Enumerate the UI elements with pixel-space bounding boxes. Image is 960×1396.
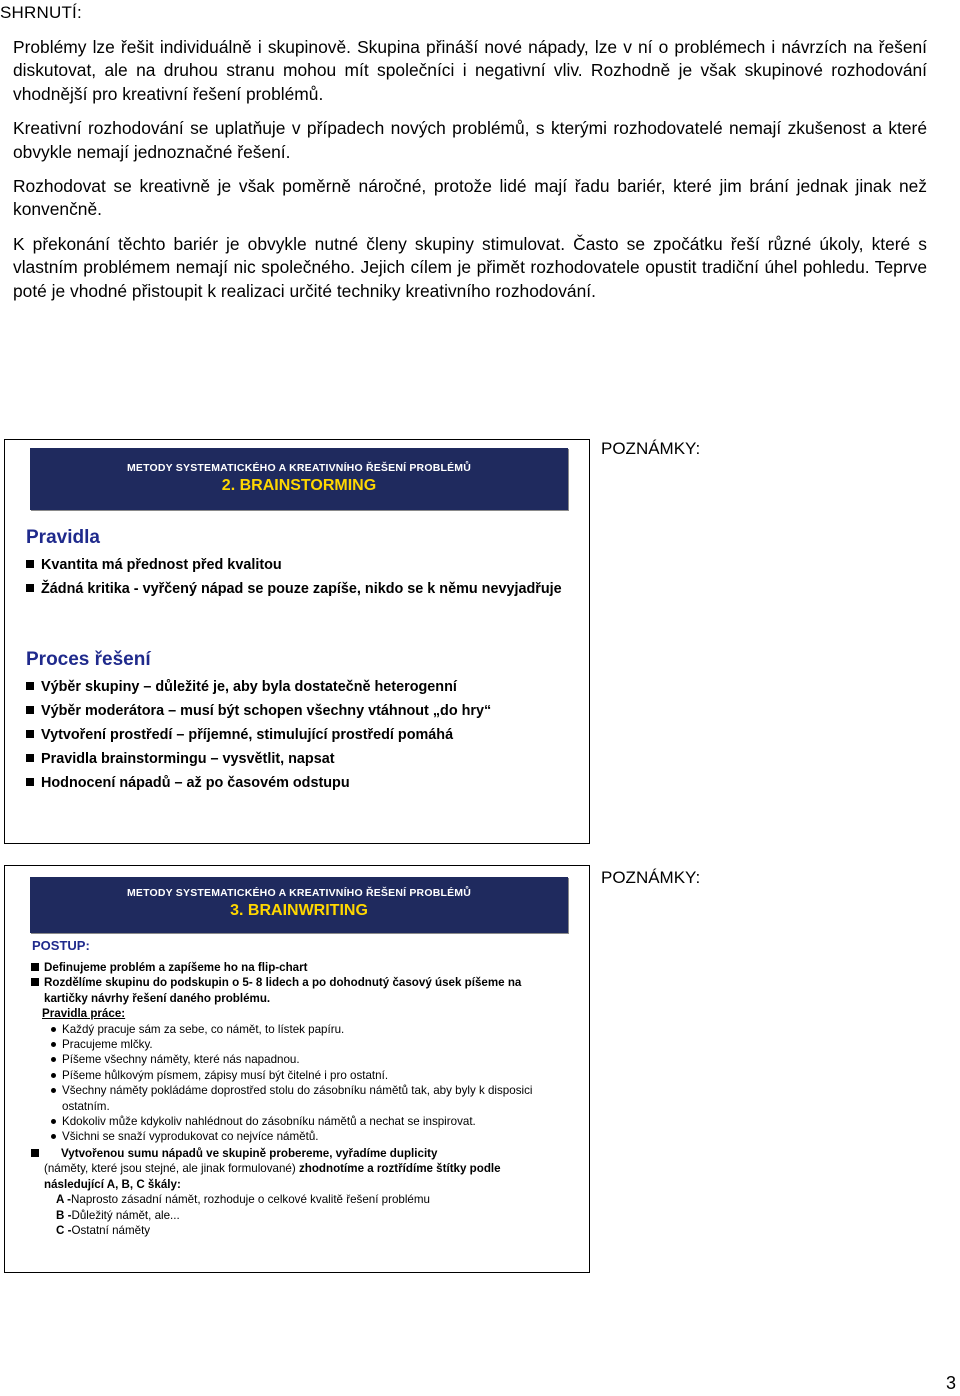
rules-heading: Pravidla práce: [42, 1007, 126, 1021]
scale-a: A -Naprosto zásadní námět, rozhoduje o celkové kvalitě řešení problému [56, 1193, 430, 1207]
round-bullet-icon [51, 1119, 56, 1124]
summary-paragraph: K překonání těchto bariér je obvykle nutné členy skupiny stimulovat. Často se zpočátku řeší různé úkoly, které s vlastním problémem nemají nic společného. Jejich cílem je přimět rozhodovatele opustit tradiční úhel pohledu. Teprve poté je vhodné přistoupit k realizaci určité techniky kreativního rozhodování. [13, 233, 927, 301]
list-item: Výběr skupiny – důležité je, aby byla dostatečně heterogenní [26, 678, 571, 696]
notes-label: POZNÁMKY: [601, 868, 701, 887]
banner-kicker: METODY SYSTEMATICKÉHO A KREATIVNÍHO ŘEŠENÍ PROBLÉMŮ [126, 462, 472, 474]
slide-brainstorming [4, 439, 590, 844]
step-item: Definujeme problém a zapíšeme ho na flip-chart [30, 960, 560, 975]
summary-text [13, 36, 927, 314]
list-item: Hodnocení nápadů – až po časovém odstupu [26, 774, 571, 792]
scale-c: C -Ostatní náměty [56, 1223, 151, 1237]
square-bullet-icon [26, 706, 34, 714]
banner-title: 2. BRAINSTORMING [221, 477, 377, 494]
list-item: Kdokoliv může kdykoliv nahlédnout do zásobníku námětů a nechat se inspirovat. [50, 1114, 560, 1129]
page-number: 3 [946, 1373, 957, 1393]
list-item: Píšeme hůlkovým písmem, zápisy musí být čitelné i pro ostatní. [50, 1068, 560, 1083]
banner-title: 3. BRAINWRITING [230, 902, 368, 919]
round-bullet-icon [51, 1027, 56, 1032]
list-item: Všechny náměty pokládáme doprostřed stolu do zásobníku námětů tak, aby byly k disposici ostatním. [50, 1083, 560, 1114]
round-bullet-icon [51, 1073, 56, 1078]
square-bullet-icon [26, 682, 34, 690]
summary-paragraph: Problémy lze řešit individuálně i skupinově. Skupina přináší nové nápady, lze v ní o problémech i návrzích na řešení diskutovat, ale na druhou stranu mohou mít společníci i negativní vliv. Rozhodně je však skupinové rozhodování vhodnější pro kreativní řešení problémů. [13, 37, 927, 104]
slide-banner [30, 877, 568, 933]
process-list [26, 678, 571, 798]
step-item: Vytvořenou sumu nápadů ve skupině probereme, vyřadíme duplicity (náměty, které jsou stejné, ale jinak formulované) zhodnotíme a roztřídíme štítky podle následující A, B, C škály: [30, 1146, 560, 1192]
list-item: Výběr moderátora – musí být schopen všechny vtáhnout „do hry“ [26, 702, 571, 720]
summary-paragraph: Rozhodovat se kreativně je však poměrně náročné, protože lidé mají řadu bariér, které jim brání jednak jinak než konvenčně. [13, 176, 927, 220]
square-bullet-icon [31, 963, 39, 971]
list-item: Vytvoření prostředí – příjemné, stimulující prostředí pomáhá [26, 726, 571, 744]
square-bullet-icon [26, 754, 34, 762]
brainwriting-steps [30, 960, 560, 1238]
rules-list [26, 556, 566, 604]
postup-label: POSTUP: [32, 938, 90, 953]
banner-kicker: METODY SYSTEMATICKÉHO A KREATIVNÍHO ŘEŠENÍ PROBLÉMŮ [126, 887, 472, 899]
round-bullet-icon [51, 1088, 56, 1093]
list-item: Každý pracuje sám za sebe, co námět, to lístek papíru. [50, 1022, 560, 1037]
slide-banner [30, 448, 568, 510]
process-title: Proces řešení [26, 649, 151, 670]
square-bullet-icon [31, 1149, 39, 1157]
summary-paragraph: Kreativní rozhodování se uplatňuje v případech nových problémů, s kterými rozhodovatelé nemají zkušenost a které obvykle nemají jednoznačné řešení. [13, 118, 927, 162]
list-item: Kvantita má přednost před kvalitou [26, 556, 566, 574]
round-bullet-icon [51, 1134, 56, 1139]
round-bullet-icon [51, 1042, 56, 1047]
list-item: Žádná kritika - vyřčený nápad se pouze zapíše, nikdo se k němu nevyjadřuje [26, 580, 566, 598]
square-bullet-icon [26, 560, 34, 568]
list-item: Pravidla brainstormingu – vysvětlit, napsat [26, 750, 571, 768]
rules-list [50, 1022, 560, 1145]
summary-heading: SHRNUTÍ: [0, 3, 82, 22]
square-bullet-icon [26, 584, 34, 592]
square-bullet-icon [26, 730, 34, 738]
square-bullet-icon [31, 978, 39, 986]
rules-title: Pravidla [26, 527, 100, 548]
step-item: Rozdělíme skupinu do podskupin o 5- 8 lidech a po dohodnutý časový úsek píšeme na kartičky návrhy řešení daného problému. [30, 975, 560, 1006]
list-item: Všichni se snaží vyprodukovat co nejvíce námětů. [50, 1129, 560, 1144]
notes-label: POZNÁMKY: [601, 439, 701, 458]
list-item: Pracujeme mlčky. [50, 1037, 560, 1052]
scale-b: B -Důležitý námět, ale... [56, 1208, 180, 1222]
square-bullet-icon [26, 778, 34, 786]
list-item: Píšeme všechny náměty, které nás napadnou. [50, 1052, 560, 1067]
round-bullet-icon [51, 1057, 56, 1062]
slide-brainwriting [4, 865, 590, 1273]
